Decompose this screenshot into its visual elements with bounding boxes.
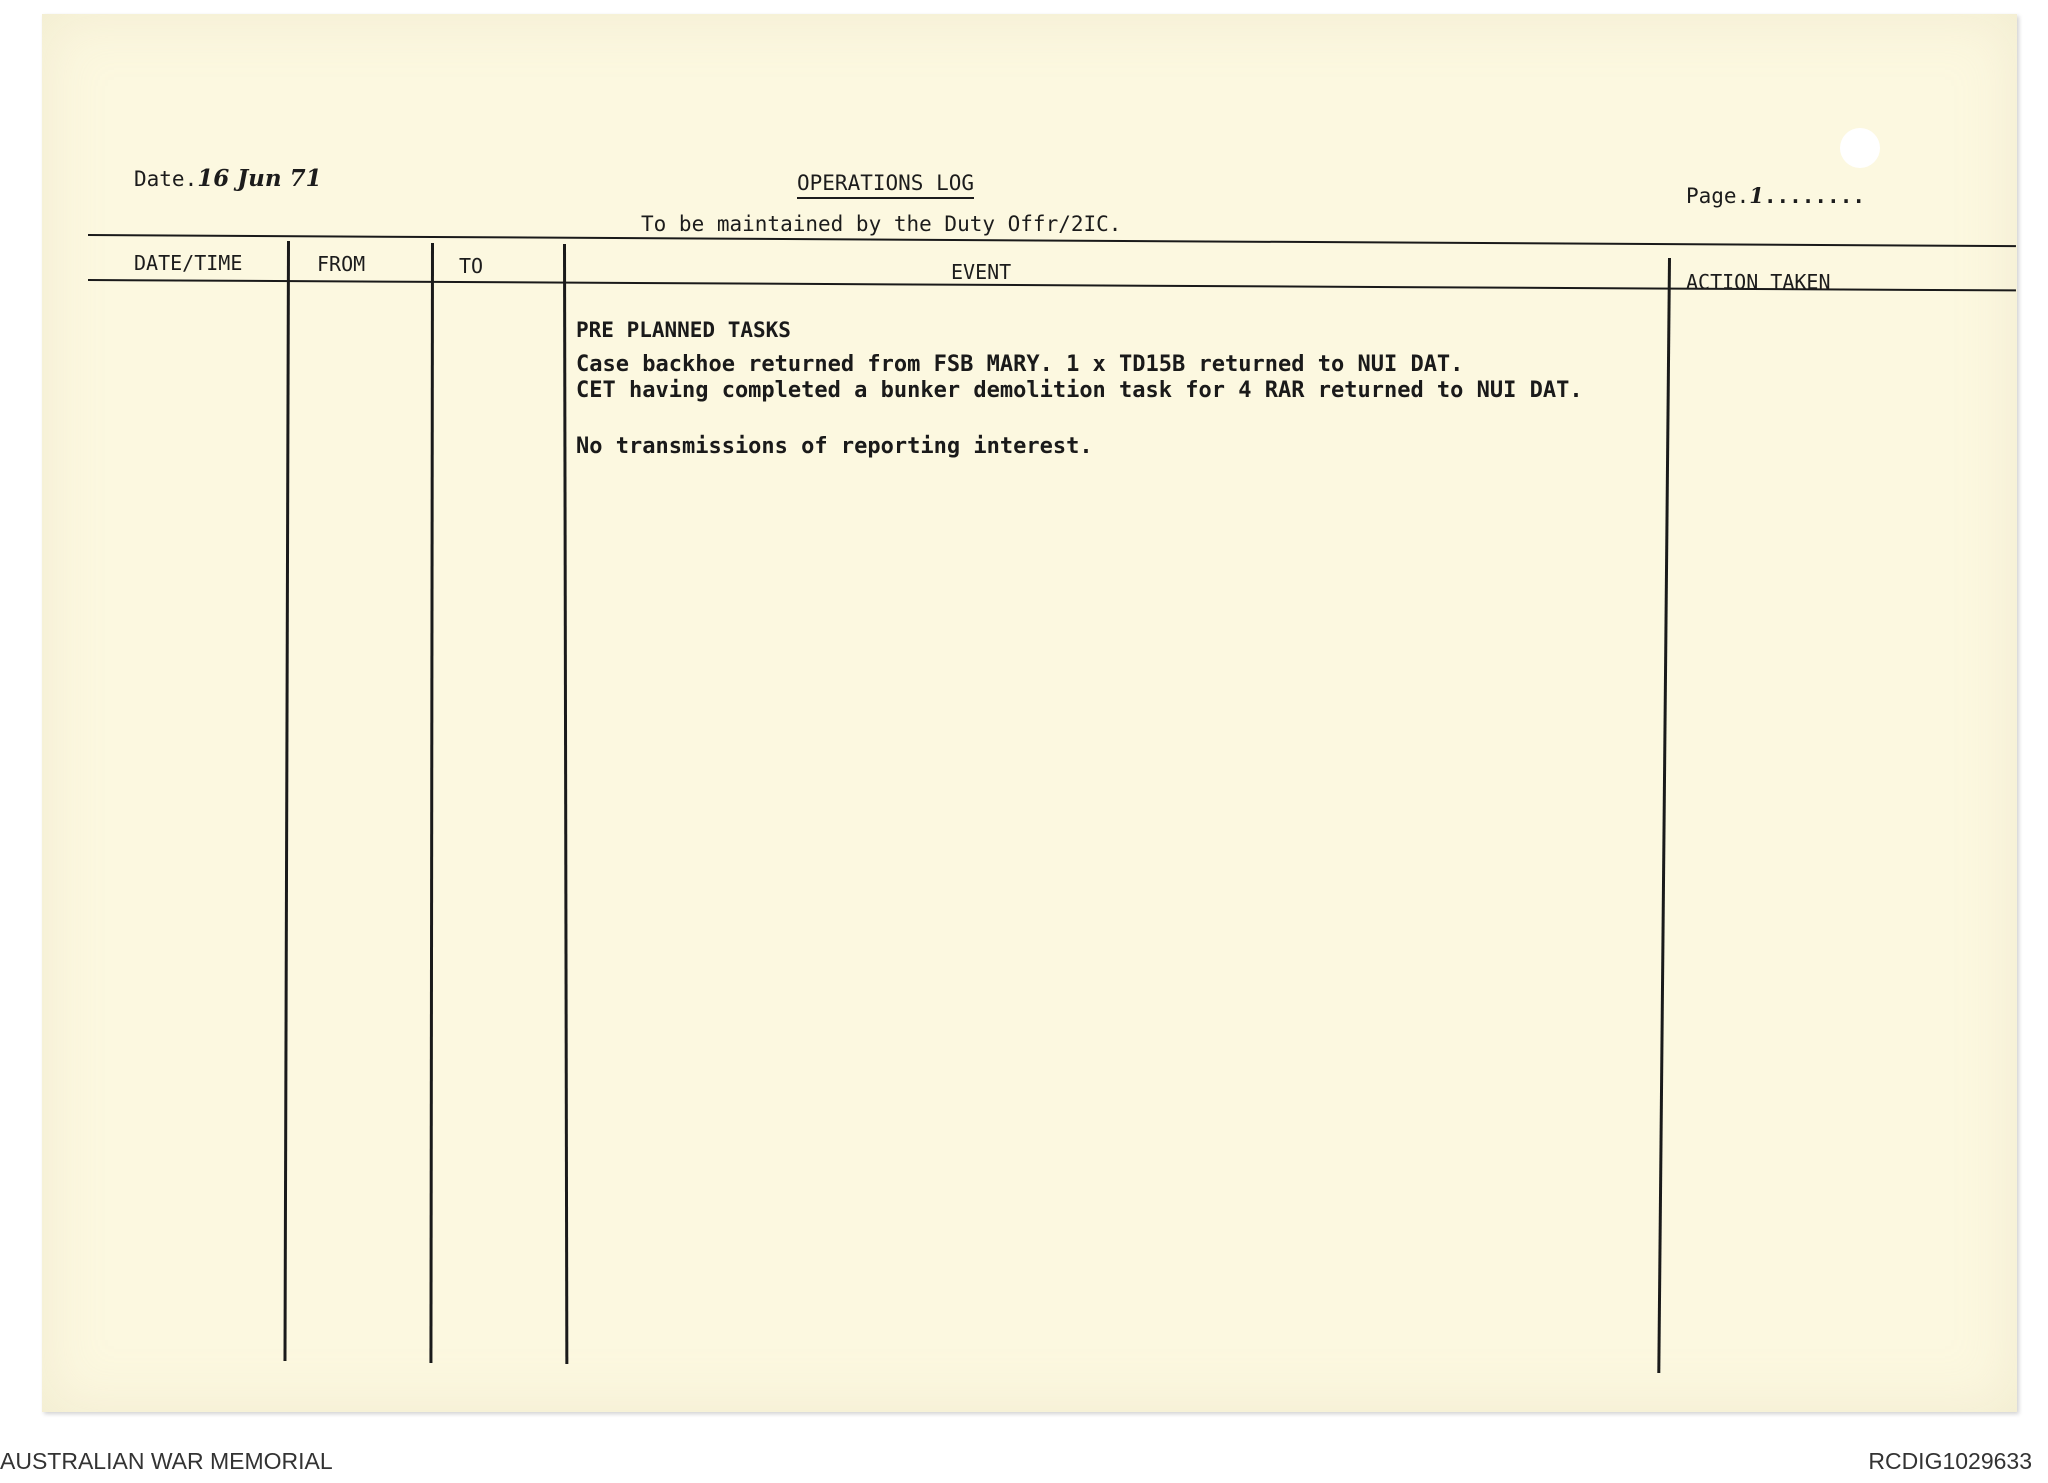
event-heading: PRE PLANNED TASKS <box>576 318 791 342</box>
page-dots: ........ <box>1763 184 1865 208</box>
archive-credit: AUSTRALIAN WAR MEMORIAL <box>0 1448 333 1474</box>
form-title-text: OPERATIONS LOG <box>797 171 974 199</box>
column-header-datetime: DATE/TIME <box>134 251 243 275</box>
form-subtitle: To be maintained by the Duty Offr/2IC. <box>641 212 1122 236</box>
event-line: Case backhoe returned from FSB MARY. 1 x TD15B returned to NUI DAT. <box>576 352 1464 377</box>
column-header-from: FROM <box>317 252 366 276</box>
date-value: 16 Jun 71 <box>197 165 322 192</box>
column-header-action-taken: ACTION TAKEN <box>1686 270 1831 294</box>
date-field <box>134 165 322 192</box>
date-label: Date. <box>134 167 198 191</box>
page-field <box>1686 183 1865 208</box>
punch-hole <box>1840 128 1880 168</box>
column-header-to: TO <box>459 254 484 278</box>
form-title <box>797 171 974 195</box>
page-value: 1 <box>1749 183 1764 208</box>
page-label: Page. <box>1686 184 1750 208</box>
event-line: No transmissions of reporting interest. <box>576 434 1093 459</box>
event-line: CET having completed a bunker demolition task for 4 RAR returned to NUI DAT. <box>576 378 1583 403</box>
column-header-event: EVENT <box>951 260 1012 284</box>
archive-reference: RCDIG1029633 <box>1868 1448 2032 1474</box>
